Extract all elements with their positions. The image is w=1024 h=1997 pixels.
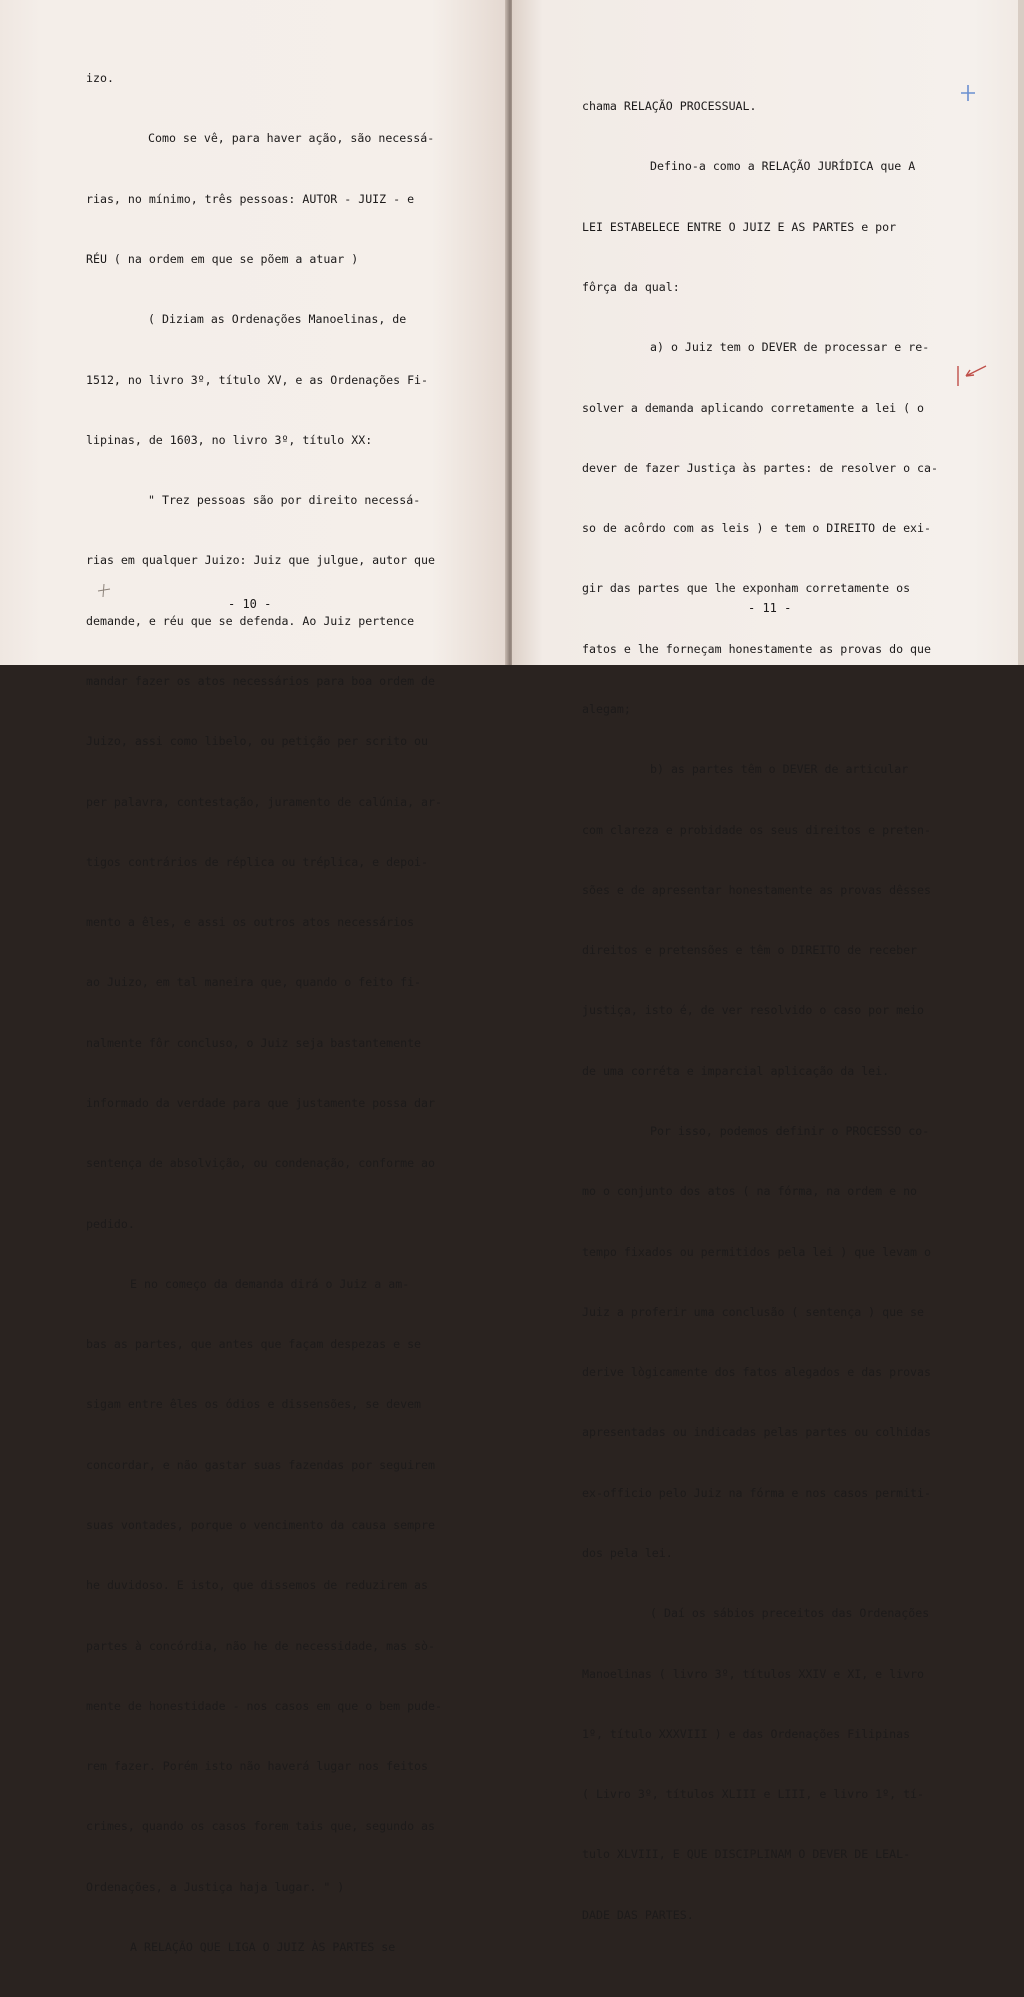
- text-line: mente de honestidade - nos casos em que o bem pude-: [86, 1698, 442, 1713]
- text-line: fatos e lhe forneçam honestamente as provas do que: [582, 641, 932, 656]
- right-page: [512, 0, 1024, 1922]
- text-line: ( Diziam as Ordenações Manoelinas, de: [148, 312, 407, 327]
- text-line: ( Livro 3º, títulos XLIII e LIII, e livro 1º, tí-: [582, 1787, 925, 1802]
- text-line: de uma corréta e imparcial aplicação da lei.: [582, 1063, 890, 1078]
- text-line: partes à concórdia, não he de necessidade, mas sò-: [86, 1638, 436, 1653]
- page-edge: [1018, 0, 1024, 665]
- text-line: tempo fixados ou permitidos pela lei ) que levam o: [582, 1244, 932, 1259]
- text-line: bas as partes, que antes que façam despezas e se: [86, 1337, 422, 1352]
- right-page-text: [512, 56, 1024, 1965]
- text-line: pedido.: [86, 1216, 135, 1231]
- text-line: Manoelinas ( livro 3º, títulos XXIV e XI, e livro: [582, 1666, 925, 1681]
- text-line: solver a demanda aplicando corretamente a lei ( o: [582, 400, 925, 415]
- text-line: gir das partes que lhe exponham corretamente os: [582, 581, 911, 596]
- text-line: 1512, no livro 3º, título XV, e as Ordenações Fi-: [86, 372, 429, 387]
- text-line: so de acôrdo com as leis ) e tem o DIREITO de exi-: [582, 521, 932, 536]
- blue-pencil-cross-mark: [958, 82, 978, 104]
- text-line: Juizo, assi como libelo, ou petição per scrito ou: [86, 734, 429, 749]
- left-page: [0, 0, 508, 1954]
- text-line: " Trez pessoas são por direito necessá-: [148, 493, 421, 508]
- red-pencil-arrow-mark: [952, 360, 992, 390]
- left-page-text: [0, 28, 508, 1997]
- text-line: a) o Juiz tem o DEVER de processar e re-: [650, 340, 930, 355]
- text-line: DADE DAS PARTES.: [582, 1907, 694, 1922]
- text-line: mo o conjunto dos atos ( na fórma, na ordem e no: [582, 1184, 918, 1199]
- text-line: tulo XLVIII, E QUE DISCIPLINAM O DEVER DE LEAL-: [582, 1847, 911, 1862]
- text-line: direitos e pretensões e têm o DIREITO de receber: [582, 943, 918, 958]
- text-line: mento a êles, e assi os outros atos necessários: [86, 915, 415, 930]
- text-line: mandar fazer os atos necessários para boa ordem de: [86, 674, 436, 688]
- text-line: ( Daí os sábios preceitos das Ordenações: [650, 1606, 930, 1621]
- text-line: RÉU ( na ordem em que se põem a atuar ): [86, 252, 359, 267]
- pencil-cross-mark: [94, 580, 114, 600]
- text-line: alegam;: [582, 702, 631, 716]
- text-line: Como se vê, para haver ação, são necessá-: [148, 131, 435, 146]
- text-line: com clareza e probidade os seus direitos e preten-: [582, 822, 932, 837]
- text-line: ao Juizo, em tal maneira que, quando o feito fi-: [86, 975, 422, 990]
- text-line: per palavra, contestação, juramento de calúnia, ar-: [86, 794, 442, 809]
- text-line: sentença de absolvição, ou condenação, conforme ao: [86, 1156, 436, 1171]
- text-line: lipinas, de 1603, no livro 3º, título XX:: [86, 432, 373, 447]
- text-line: he duvidoso. E isto, que dissemos de reduzirem as: [86, 1578, 429, 1593]
- text-line: dos pela lei.: [582, 1545, 673, 1560]
- text-line: chama RELAÇÃO PROCESSUAL.: [582, 99, 757, 114]
- text-line: sigam entre êles os ódios e dissensões, se devem: [86, 1397, 422, 1412]
- text-line: demande, e réu que se defenda. Ao Juiz pertence: [86, 613, 415, 628]
- text-line: Ordenações, a Justiça haja lugar. " ): [86, 1879, 345, 1894]
- text-line: tigos contrários de réplica ou tréplica, e depoi-: [86, 854, 429, 869]
- text-line: justiça, isto é, de ver resolvido o caso por meio: [582, 1003, 925, 1018]
- text-line: dever de fazer Justiça às partes: de resolver o ca-: [582, 460, 938, 475]
- text-line: Juiz a proferir uma conclusão ( sentença ) que se: [582, 1304, 925, 1319]
- text-line: Defino-a como a RELAÇÃO JURÍDICA que A: [650, 159, 916, 174]
- text-line: derive lògicamente dos fatos alegados e das provas: [582, 1365, 932, 1380]
- text-line: crimes, quando os casos forem tais que, segundo as: [86, 1819, 436, 1834]
- page-number-right: - 11 -: [748, 601, 792, 615]
- text-line: sões e de apresentar honestamente as provas dêsses: [582, 882, 932, 897]
- text-line: fôrça da qual:: [582, 280, 680, 295]
- text-line: suas vontades, porque o vencimento da causa sempre: [86, 1517, 436, 1532]
- text-line: apresentadas ou indicadas pelas partes ou colhidas: [582, 1425, 932, 1440]
- text-line: informado da verdade para que justamente possa dar: [86, 1095, 436, 1110]
- text-line: E no começo da demanda dirá o Juiz a am-: [130, 1276, 410, 1291]
- text-line: 1º, título XXXVIII ) e das Ordenações Filipinas: [582, 1726, 911, 1741]
- text-line: nalmente fôr concluso, o Juiz seja bastantemente: [86, 1035, 422, 1050]
- text-line: concordar, e não gastar suas fazendas por seguirem: [86, 1457, 436, 1472]
- text-line: izo.: [86, 71, 114, 86]
- text-line: A RELAÇÃO QUE LIGA O JUIZ ÀS PARTES se: [130, 1939, 396, 1954]
- text-line: b) as partes têm o DEVER de articular: [650, 762, 909, 777]
- text-line: Por isso, podemos definir o PROCESSO co-: [650, 1123, 930, 1138]
- text-line: rem fazer. Porém isto não haverá lugar nos feitos: [86, 1759, 429, 1774]
- text-line: LEI ESTABELECE ENTRE O JUIZ E AS PARTES e por: [582, 219, 897, 234]
- text-line: rias em qualquer Juizo: Juiz que julgue, autor que: [86, 553, 436, 568]
- text-line: ex-officio pelo Juiz na fórma e nos casos permiti-: [582, 1485, 932, 1500]
- text-line: rias, no mínimo, três pessoas: AUTOR - JUIZ - e: [86, 191, 415, 206]
- page-number-left: - 10 -: [228, 597, 272, 611]
